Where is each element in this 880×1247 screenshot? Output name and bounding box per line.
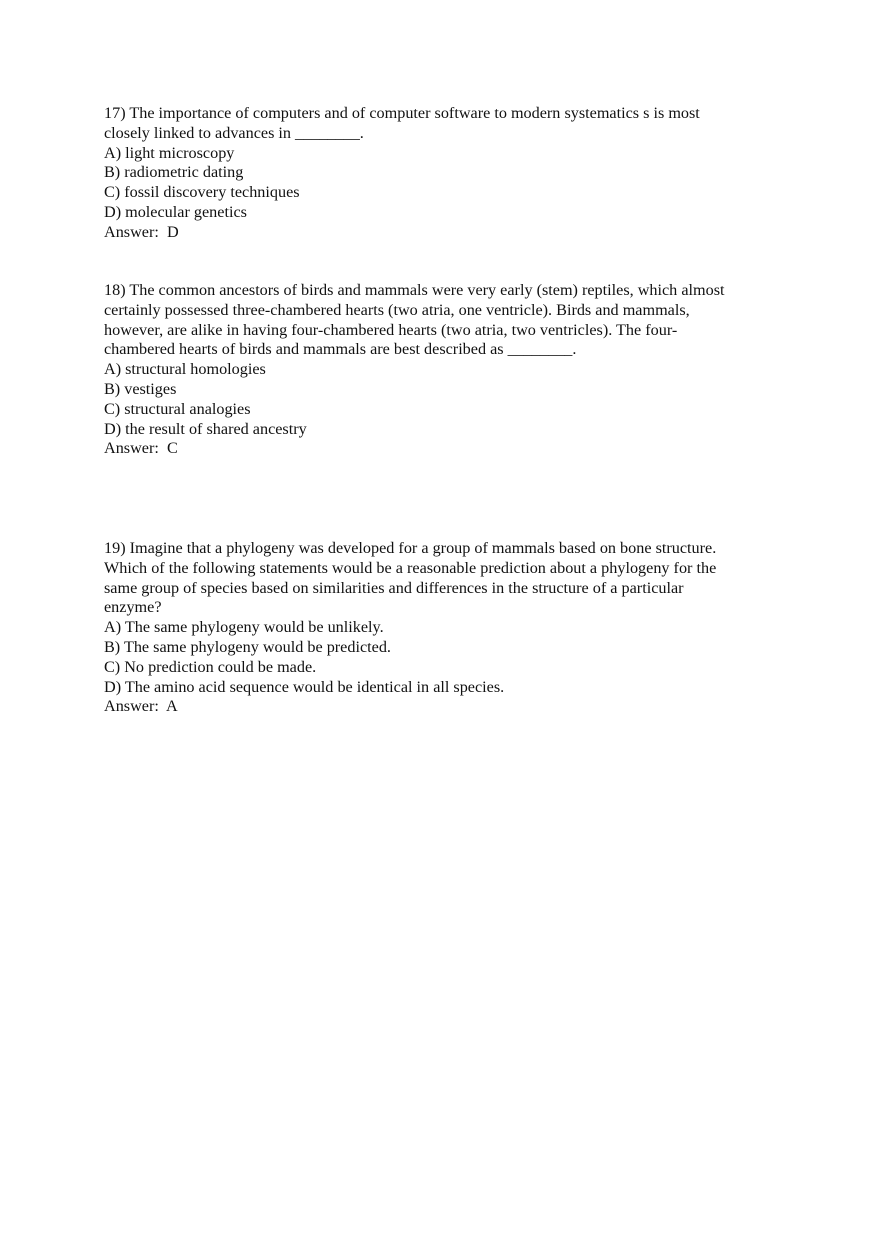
question-17 xyxy=(104,104,784,243)
question-19 xyxy=(104,539,784,717)
option-b: B) The same phylogeny would be predicted. xyxy=(104,637,391,656)
question-stem-line: chambered hearts of birds and mammals are best described as ________. xyxy=(104,340,577,359)
option-c: C) structural analogies xyxy=(104,399,251,418)
question-stem-line: 17) The importance of computers and of computer software to modern systematics s is most xyxy=(104,104,700,122)
option-b: B) radiometric dating xyxy=(104,163,244,182)
answer-line: Answer: C xyxy=(104,439,178,458)
question-18 xyxy=(104,281,784,459)
question-stem-line: closely linked to advances in ________. xyxy=(104,123,364,142)
question-stem-line: same group of species based on similarities and differences in the structure of a particular xyxy=(104,578,684,597)
question-stem-line: enzyme? xyxy=(104,598,162,617)
question-stem-line: 19) Imagine that a phylogeny was developed for a group of mammals based on bone structure. xyxy=(104,539,717,557)
option-d: D) The amino acid sequence would be identical in all species. xyxy=(104,677,505,696)
question-stem-line: Which of the following statements would be a reasonable prediction about a phylogeny for the xyxy=(104,558,717,577)
answer-line: Answer: D xyxy=(104,222,179,241)
option-a: A) structural homologies xyxy=(104,360,266,379)
question-stem-line: 18) The common ancestors of birds and mammals were very early (stem) reptiles, which almost xyxy=(104,281,725,299)
answer-line: Answer: A xyxy=(104,697,178,716)
option-c: C) No prediction could be made. xyxy=(104,657,317,676)
option-d: D) the result of shared ancestry xyxy=(104,419,307,438)
question-stem-line: certainly possessed three-chambered hearts (two atria, one ventricle). Birds and mammals, xyxy=(104,300,690,319)
question-stem-line: however, are alike in having four-chambered hearts (two atria, two ventricles). The four- xyxy=(104,320,678,339)
option-a: A) light microscopy xyxy=(104,143,235,162)
option-c: C) fossil discovery techniques xyxy=(104,183,300,202)
option-a: A) The same phylogeny would be unlikely. xyxy=(104,618,384,637)
option-d: D) molecular genetics xyxy=(104,202,247,221)
option-b: B) vestiges xyxy=(104,379,177,398)
